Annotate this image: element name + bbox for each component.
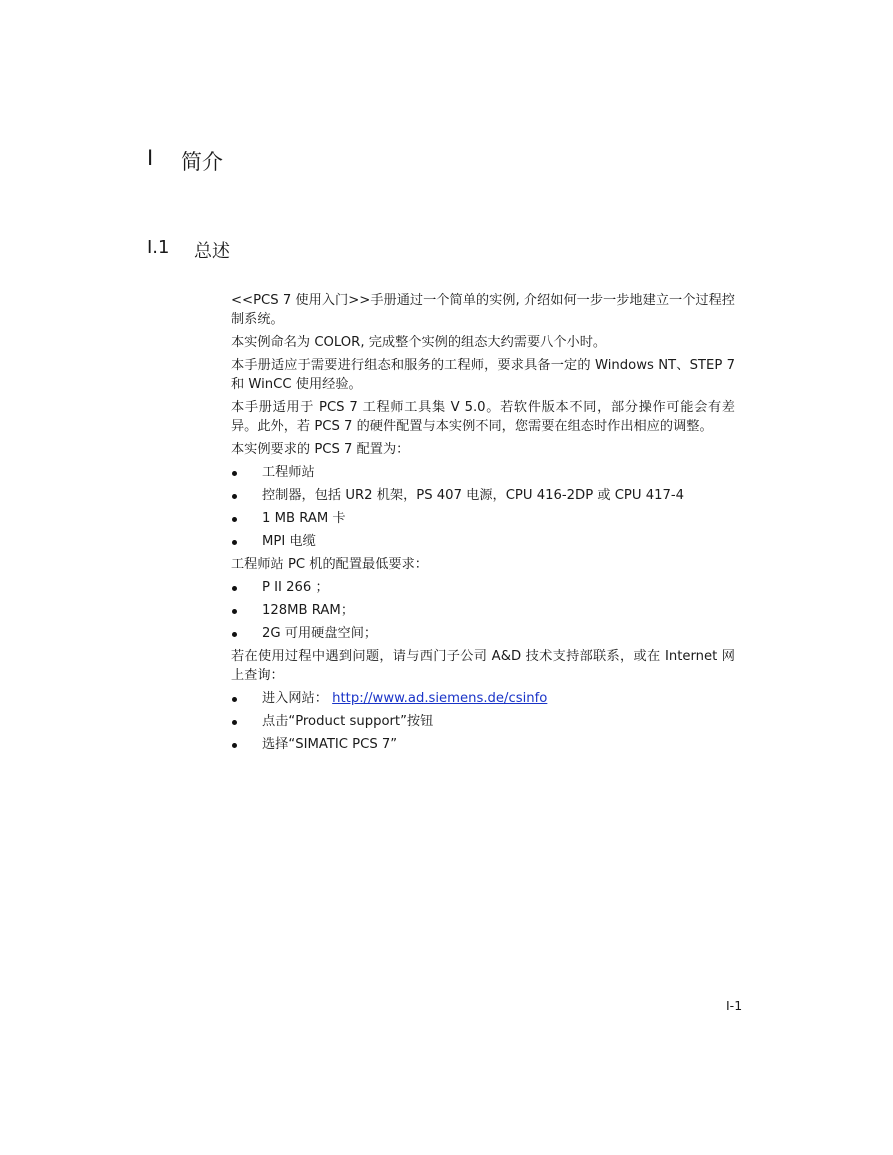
config-intro-paragraph: 本实例要求的 PCS 7 配置为： <box>231 442 410 457</box>
bullet-icon <box>232 697 237 702</box>
list-item <box>231 601 735 620</box>
list-item-text: MPI 电缆 <box>262 534 316 549</box>
bullet-icon <box>232 517 237 522</box>
chapter-number: I <box>147 146 154 170</box>
support-website-link[interactable]: http://www.ad.siemens.de/csinfo <box>332 691 548 706</box>
pc-requirements-list <box>231 578 735 643</box>
list-item-text: 工程师站 <box>262 465 315 480</box>
list-item <box>231 735 735 754</box>
pc-intro-paragraph: 工程师站 PC 机的配置最低要求： <box>231 557 428 572</box>
bullet-icon <box>232 609 237 614</box>
list-item <box>231 712 735 731</box>
list-item <box>231 509 735 528</box>
page-number: I-1 <box>726 998 743 1013</box>
section-heading <box>147 237 230 263</box>
bullet-icon <box>232 471 237 476</box>
list-item-text: 选择“SIMATIC PCS 7” <box>262 737 398 752</box>
intro-paragraph: <<PCS 7 使用入门>>手册通过一个简单的实例, 介绍如何一步一步地建立一个过程控制系统。 <box>231 293 735 327</box>
bullet-icon <box>232 720 237 725</box>
section-number: I.1 <box>147 237 170 258</box>
config-list <box>231 463 735 551</box>
list-item <box>231 532 735 551</box>
list-item-text: 进入网站： <box>262 691 328 706</box>
list-item <box>231 624 735 643</box>
bullet-icon <box>232 494 237 499</box>
list-item-text: 1 MB RAM 卡 <box>262 511 346 526</box>
example-name-paragraph: 本实例命名为 COLOR, 完成整个实例的组态大约需要八个小时。 <box>231 335 607 350</box>
bullet-icon <box>232 743 237 748</box>
list-item <box>231 689 735 708</box>
list-item <box>231 463 735 482</box>
bullet-icon <box>232 540 237 545</box>
version-paragraph: 本手册适用于 PCS 7 工程师工具集 V 5.0。若软件版本不同，部分操作可能会有差异。此外，若 PCS 7 的硬件配置与本实例不同，您需要在组态时作出相应的调整。 <box>231 400 735 434</box>
section-title: 总述 <box>194 241 230 262</box>
body-text <box>231 291 735 758</box>
list-item-text: 点击“Product support”按钮 <box>262 714 434 729</box>
chapter-heading <box>147 146 223 176</box>
list-item <box>231 486 735 505</box>
chapter-title: 简介 <box>181 150 223 174</box>
bullet-icon <box>232 632 237 637</box>
bullet-icon <box>232 586 237 591</box>
list-item-text: 控制器，包括 UR2 机架，PS 407 电源，CPU 416-2DP 或 CPU 417-4 <box>262 488 685 503</box>
audience-paragraph: 本手册适应于需要进行组态和服务的工程师，要求具备一定的 Windows NT、STEP 7 和 WinCC 使用经验。 <box>231 358 735 392</box>
list-item-text: P II 266 ； <box>262 580 329 595</box>
list-item-text: 128MB RAM； <box>262 603 355 618</box>
list-item-text: 2G 可用硬盘空间； <box>262 626 378 641</box>
support-list <box>231 689 735 754</box>
support-intro-paragraph: 若在使用过程中遇到问题，请与西门子公司 A&D 技术支持部联系，或在 Internet 网上查询： <box>231 649 735 683</box>
list-item <box>231 578 735 597</box>
